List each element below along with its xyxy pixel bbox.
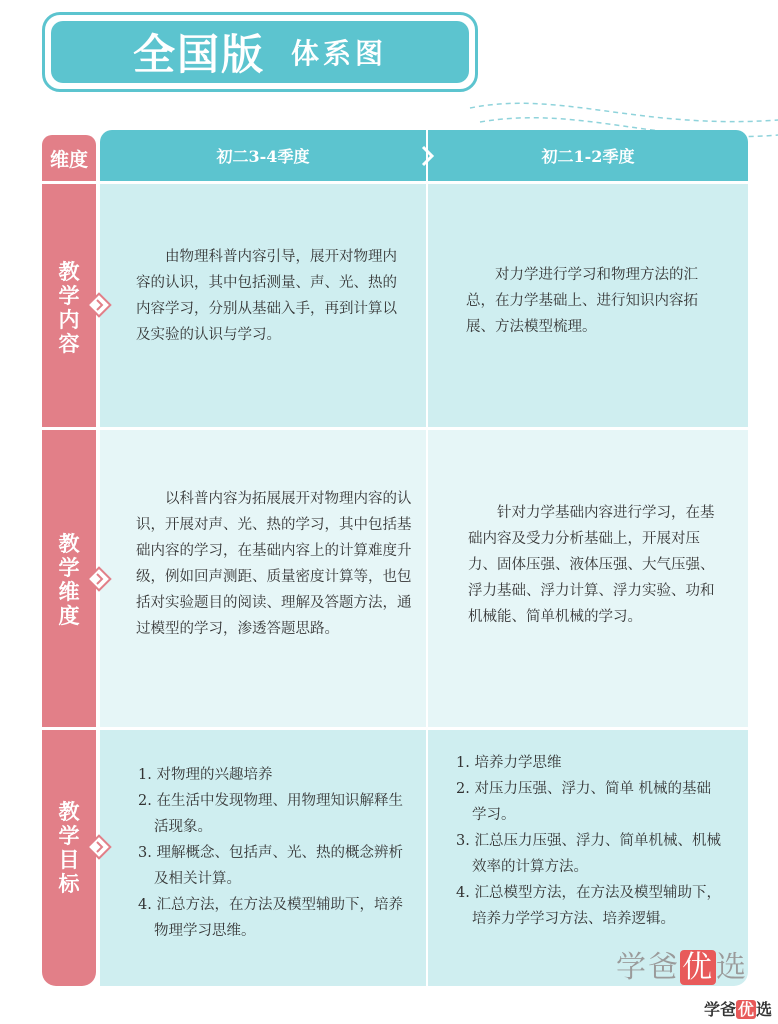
cell-dimension-right bbox=[428, 430, 748, 727]
diamond-arrow-icon bbox=[86, 292, 112, 318]
watermark-logo-small bbox=[704, 997, 772, 1020]
cell-content-left bbox=[100, 184, 426, 427]
list-item: 1. 培养力学思维 bbox=[456, 755, 562, 771]
page-title: 全国版 bbox=[132, 30, 265, 79]
list-item: 1. 对物理的兴趣培养 bbox=[138, 767, 273, 783]
watermark-text: 选 bbox=[716, 950, 748, 985]
list-item: 4. 汇总方法，在方法及模型辅助下，培养物理学习思维。 bbox=[138, 897, 403, 939]
list-item: 4. 汇总模型方法，在方法及模型辅助下，培养力学学习方法、培养逻辑。 bbox=[456, 885, 721, 927]
list-item: 3. 理解概念、包括声、光、热的概念辨析及相关计算。 bbox=[138, 845, 403, 887]
page-subtitle: 体系图 bbox=[291, 37, 388, 70]
cell-goal-left bbox=[100, 730, 426, 986]
side-label-text: 教学目标 bbox=[58, 799, 80, 896]
cell-dimension-left bbox=[100, 430, 426, 727]
watermark-text: 学爸 bbox=[703, 1000, 736, 1019]
diamond-arrow-icon bbox=[86, 834, 112, 860]
list-item: 2. 在生活中发现物理、用物理知识解释生活现象。 bbox=[138, 793, 403, 835]
watermark-highlight: 优 bbox=[737, 1000, 754, 1019]
goal-list-right bbox=[456, 750, 724, 932]
chevron-right-icon bbox=[420, 145, 436, 167]
cell-text: 以科普内容为拓展展开对物理内容的认识，开展对声、光、热的学习，其中包括基础内容的学习，在基础内容上的计算难度升级，例如回声测距、质量密度计算等，也包括对实验题目的阅读、理解及答题方法，通过模型的学习，渗透答题思路。 bbox=[136, 491, 412, 637]
cell-text: 针对力学基础内容进行学习，在基础内容及受力分析基础上，开展对压力、固体压强、液体压强、大气压强、浮力基础、浮力计算、浮力实验、功和机械能、简单机械的学习。 bbox=[468, 505, 715, 625]
list-item: 2. 对压力压强、浮力、简单 机械的基础学习。 bbox=[456, 781, 712, 823]
watermark-logo bbox=[616, 942, 748, 986]
season-header-right: 初二1-2季度 bbox=[428, 130, 748, 181]
watermark-text: 选 bbox=[755, 1000, 772, 1019]
dimension-header: 维度 bbox=[42, 135, 96, 181]
watermark-text: 学爸 bbox=[616, 950, 680, 985]
list-item: 3. 汇总压力压强、浮力、简单机械、机械效率的计算方法。 bbox=[456, 833, 721, 875]
diamond-arrow-icon bbox=[86, 566, 112, 592]
watermark-highlight: 优 bbox=[682, 950, 714, 985]
cell-text: 对力学进行学习和物理方法的汇总，在力学基础上、进行知识内容拓展、方法模型梳理。 bbox=[466, 267, 698, 335]
side-label-text: 教学维度 bbox=[58, 531, 80, 628]
cell-text: 由物理科普内容引导，展开对物理内容的认识，其中包括测量、声、光、热的内容学习，分别从基础入手，再到计算以及实验的认识与学习。 bbox=[136, 249, 397, 343]
goal-list-left bbox=[138, 762, 406, 944]
season-header-left: 初二3-4季度 bbox=[100, 130, 426, 181]
cell-content-right bbox=[428, 184, 748, 427]
side-label-text: 教学内容 bbox=[58, 259, 80, 356]
